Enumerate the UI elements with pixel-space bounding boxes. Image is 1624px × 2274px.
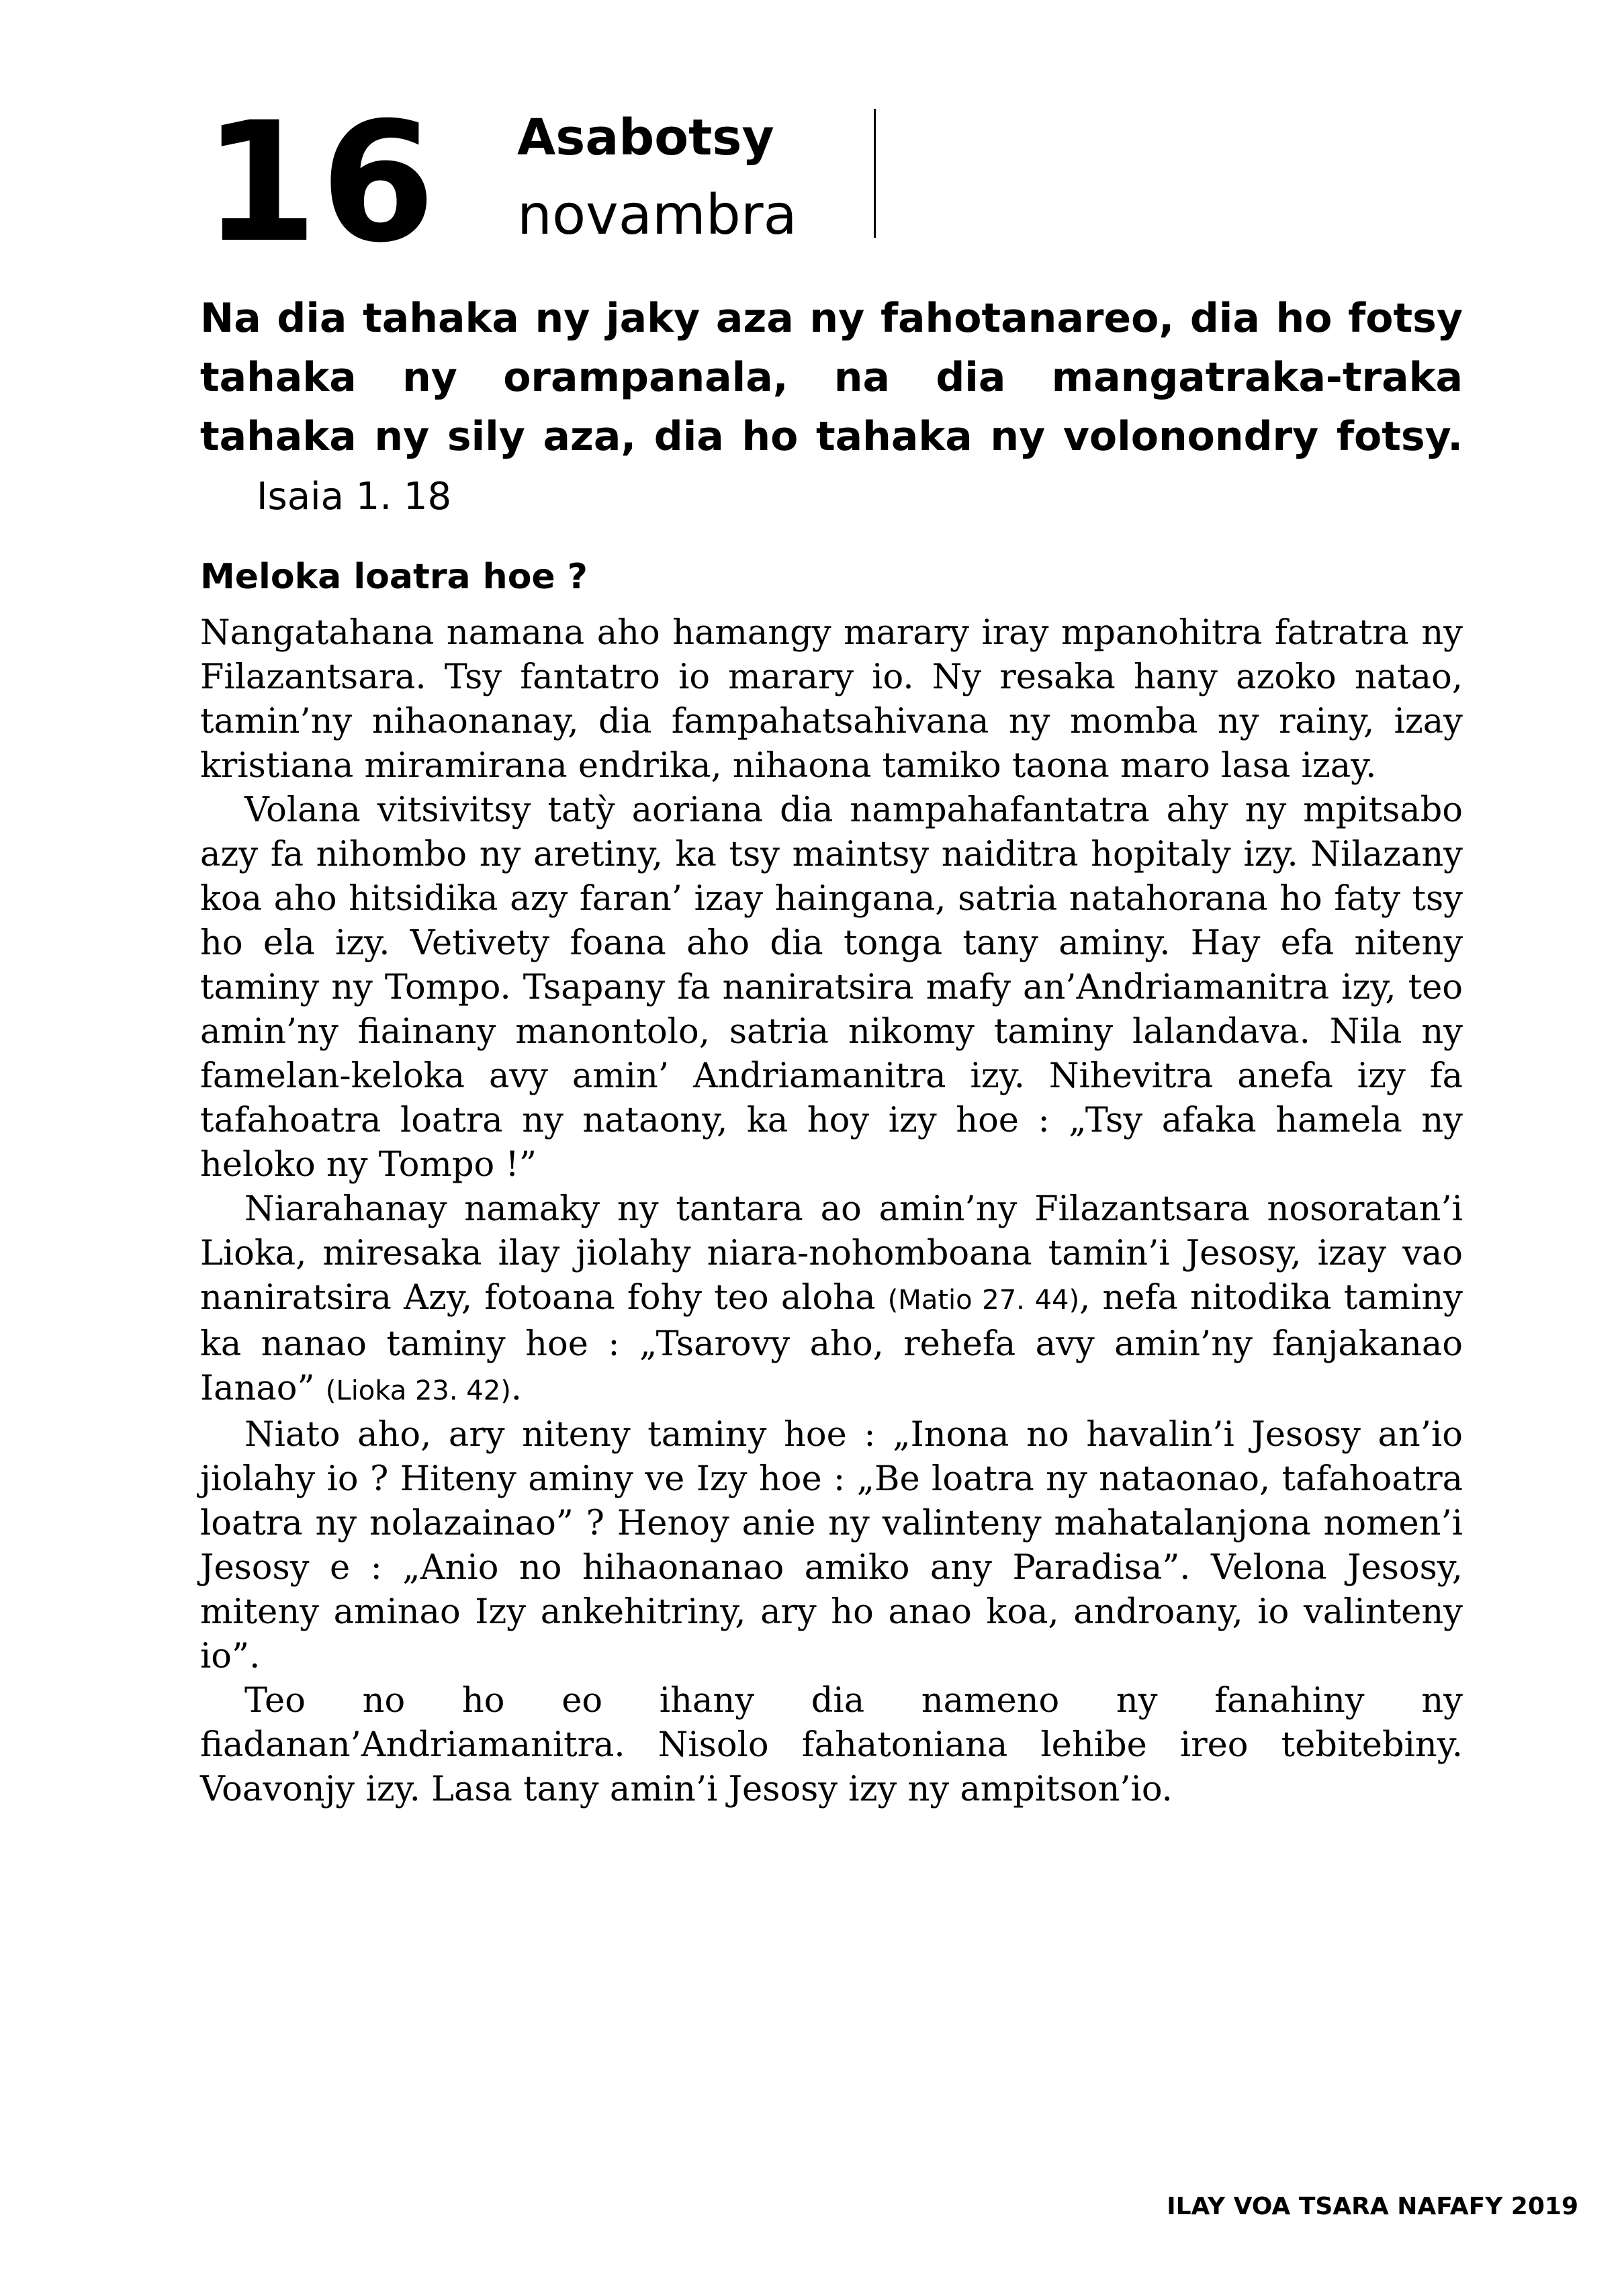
paragraph: Volana vitsivitsy tatỳ aoriana dia nampahafantatra ahy ny mpitsabo azy fa nihombo ny aretiny, ka tsy maintsy naiditra hopitaly izy. Nilazany koa aho hitsidika azy faran’ izay haingana, satria natahorana ho faty tsy ho ela izy. Vetivety foana aho dia tonga tany aminy. Hay efa niteny taminy ny Tompo. Tsapany fa naniratsira mafy an’Andriamanitra izy, teo amin’ny fiainany manontolo, satria nikomy taminy lalandava. Nila ny famelan-keloka avy amin’ Andriamanitra izy. Nihevitra anefa izy fa tafahoatra loatra ny nataony, ka hoy izy hoe : „Tsy afaka hamela ny heloko ny Tompo !” — [200, 790, 1463, 1185]
weekday: Asabotsy — [517, 109, 774, 167]
verse-reference: Isaia 1. 18 — [257, 475, 452, 518]
bible-verse — [200, 289, 1463, 527]
paragraph-text: . — [510, 1369, 523, 1408]
paragraph — [200, 1187, 1463, 1413]
verse-text: Na dia tahaka ny jaky aza ny fahotanareo, dia ho fotsy tahaka ny orampanala, na dia mangatraka-traka tahaka ny sily aza, dia ho tahaka ny volonondry fotsy. — [200, 295, 1463, 460]
section-title: Meloka loatra hoe ? — [200, 557, 588, 597]
header-divider — [874, 109, 876, 238]
paragraph: Nangatahana namana aho hamangy marary iray mpanohitra fatratra ny Filazantsara. Tsy fantatro io marary io. Ny resaka hany azoko natao, tamin’ny nihaonanay, dia fampahatsahivana ny momba ny rainy, izay kristiana miramirana endrika, nihaona tamiko taona maro lasa izay. — [200, 613, 1463, 786]
day-number: 16 — [203, 87, 439, 279]
scripture-reference: (Matio 27. 44) — [887, 1285, 1080, 1316]
article-body — [200, 611, 1463, 1812]
footer-publication: ILAY VOA TSARA NAFAFY 2019 — [1167, 2193, 1578, 2220]
paragraph: Niato aho, ary niteny taminy hoe : „Inona no havalin’i Jesosy an’io jiolahy io ? Hiteny aminy ve Izy hoe : „Be loatra ny nataonao, tafahoatra loatra ny nolazainao” ? Henoy anie ny valinteny mahatalanjona nomen’i Jesosy e : „Anio no hihaonanao amiko any Paradisa”. Velona Jesosy, miteny aminao Izy ankehitriny, ary ho anao koa, androany, io valinteny io”. — [200, 1415, 1463, 1676]
scripture-reference: (Lioka 23. 42) — [325, 1375, 511, 1406]
paragraph-text: Niarahanay namaky ny tantara ao amin’ny Filazantsara nosoratan’i Lioka, miresaka ilay jiolahy niara-nohomboana tamin’i Jesosy, izay vao naniratsira Azy, fotoana fohy teo aloha — [200, 1189, 1463, 1318]
paragraph: Teo no ho eo ihany dia nameno ny fanahiny ny fiadanan’Andriamanitra. Nisolo fahatoniana lehibe ireo tebitebiny. Voavonjy izy. Lasa tany amin’i Jesosy izy ny ampitson’io. — [200, 1681, 1463, 1809]
paragraph-text: , nefa nitodika taminy ka nanao taminy hoe : „Tsarovy aho, rehefa avy amin’ny fanjakanao Ianao” — [200, 1278, 1463, 1408]
month: novambra — [517, 183, 797, 247]
